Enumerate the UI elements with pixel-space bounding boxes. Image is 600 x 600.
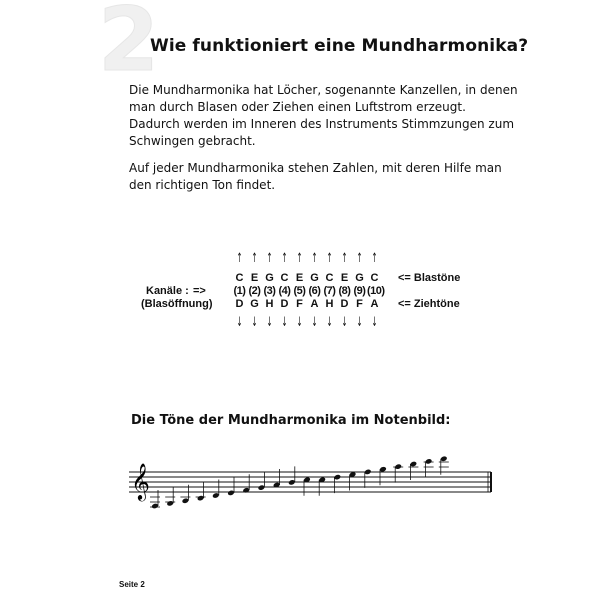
harmonica-cell: (10) xyxy=(367,285,385,297)
arrow-up-icon: ↑ xyxy=(371,251,378,266)
treble-clef-icon: 𝄞 xyxy=(131,462,150,500)
arrow-up-icon: ↑ xyxy=(296,251,303,266)
note xyxy=(364,469,372,488)
note xyxy=(180,485,190,504)
paragraph-line: man durch Blasen oder Ziehen einen Luftstrom erzeugt. xyxy=(129,100,466,114)
note xyxy=(318,476,326,495)
harmonica-cell: D xyxy=(235,298,244,310)
arrow-up-icon: ↑ xyxy=(311,251,318,266)
blow-opening-label: (Blasöffnung) xyxy=(141,298,213,310)
harmonica-cell: (4) xyxy=(278,285,291,297)
note xyxy=(258,472,266,491)
harmonica-cell: G xyxy=(355,272,364,284)
arrow-up-icon: ↑ xyxy=(356,251,363,266)
channels-arrow-label: => xyxy=(193,285,206,297)
arrow-down-icon: ↓ xyxy=(326,315,333,330)
note xyxy=(424,458,434,477)
harmonica-cell: A xyxy=(310,298,319,310)
harmonica-cell: (5) xyxy=(293,285,306,297)
draw-arrows xyxy=(232,316,382,329)
arrow-down-icon: ↓ xyxy=(281,315,288,330)
harmonica-cell: (7) xyxy=(323,285,336,297)
harmonica-cell: (3) xyxy=(263,285,276,297)
music-staff xyxy=(125,455,497,515)
note xyxy=(334,474,342,493)
paragraph-line: Schwingen gebracht. xyxy=(129,134,256,148)
arrow-down-icon: ↓ xyxy=(236,315,243,330)
arrow-up-icon: ↑ xyxy=(326,251,333,266)
arrow-up-icon: ↑ xyxy=(236,251,243,266)
arrow-down-icon: ↓ xyxy=(341,315,348,330)
arrow-up-icon: ↑ xyxy=(251,251,258,266)
harmonica-cell: G xyxy=(265,272,274,284)
arrow-up-icon: ↑ xyxy=(281,251,288,266)
harmonica-cell: G xyxy=(310,272,319,284)
note xyxy=(288,466,296,485)
harmonica-cell: D xyxy=(280,298,289,310)
note xyxy=(150,490,160,509)
paragraph-line: den richtigen Ton findet. xyxy=(129,178,276,192)
channels-label: Kanäle : xyxy=(146,285,189,297)
paragraph-line: Dadurch werden im Inneren des Instruments Stimmzungen zum xyxy=(129,117,515,131)
blow-tones-label: <= Blastöne xyxy=(398,272,461,284)
draw-tones-label: <= Ziehtöne xyxy=(398,298,460,310)
notation-heading: Die Töne der Mundharmonika im Notenbild: xyxy=(131,413,451,428)
page-number: Seite 2 xyxy=(119,580,145,589)
blow-arrows xyxy=(232,252,382,265)
harmonica-cell: (1) xyxy=(233,285,246,297)
arrow-down-icon: ↓ xyxy=(296,315,303,330)
harmonica-cell: (6) xyxy=(308,285,321,297)
chapter-number: 2 xyxy=(98,0,160,91)
note xyxy=(303,476,311,495)
note xyxy=(227,477,235,496)
harmonica-cell: F xyxy=(356,298,363,310)
draw-notes-row xyxy=(232,298,382,310)
harmonica-cell: (2) xyxy=(248,285,261,297)
harmonica-cell: (9) xyxy=(353,285,366,297)
intro-paragraph xyxy=(129,82,518,150)
harmonica-cell: E xyxy=(340,272,349,284)
arrow-up-icon: ↑ xyxy=(341,251,348,266)
harmonica-cell: G xyxy=(250,298,259,310)
harmonica-cell: H xyxy=(265,298,274,310)
page-title: Wie funktioniert eine Mundharmonika? xyxy=(150,36,529,56)
blow-notes-row xyxy=(232,272,382,284)
harmonica-cell: D xyxy=(340,298,349,310)
arrow-down-icon: ↓ xyxy=(266,315,273,330)
note xyxy=(349,471,357,490)
harmonica-cell: C xyxy=(235,272,244,284)
paragraph-line: Auf jeder Mundharmonika stehen Zahlen, mit deren Hilfe man xyxy=(129,161,502,175)
harmonica-cell: F xyxy=(296,298,303,310)
arrow-up-icon: ↑ xyxy=(266,251,273,266)
channel-numbers-row xyxy=(232,285,385,297)
harmonica-cell: E xyxy=(250,272,259,284)
arrow-down-icon: ↓ xyxy=(311,315,318,330)
numbers-paragraph xyxy=(129,160,509,194)
note xyxy=(165,487,175,506)
harmonica-cell: H xyxy=(325,298,334,310)
harmonica-cell: C xyxy=(370,272,379,284)
arrow-down-icon: ↓ xyxy=(251,315,258,330)
arrow-down-icon: ↓ xyxy=(356,315,363,330)
harmonica-cell: (8) xyxy=(338,285,351,297)
harmonica-cell: C xyxy=(325,272,334,284)
staff-lines xyxy=(129,472,491,492)
harmonica-cell: C xyxy=(280,272,289,284)
harmonica-cell: E xyxy=(295,272,304,284)
note xyxy=(393,463,403,482)
arrow-down-icon: ↓ xyxy=(371,315,378,330)
paragraph-line: Die Mundharmonika hat Löcher, sogenannte Kanzellen, in denen xyxy=(129,83,518,97)
harmonica-cell: A xyxy=(370,298,379,310)
